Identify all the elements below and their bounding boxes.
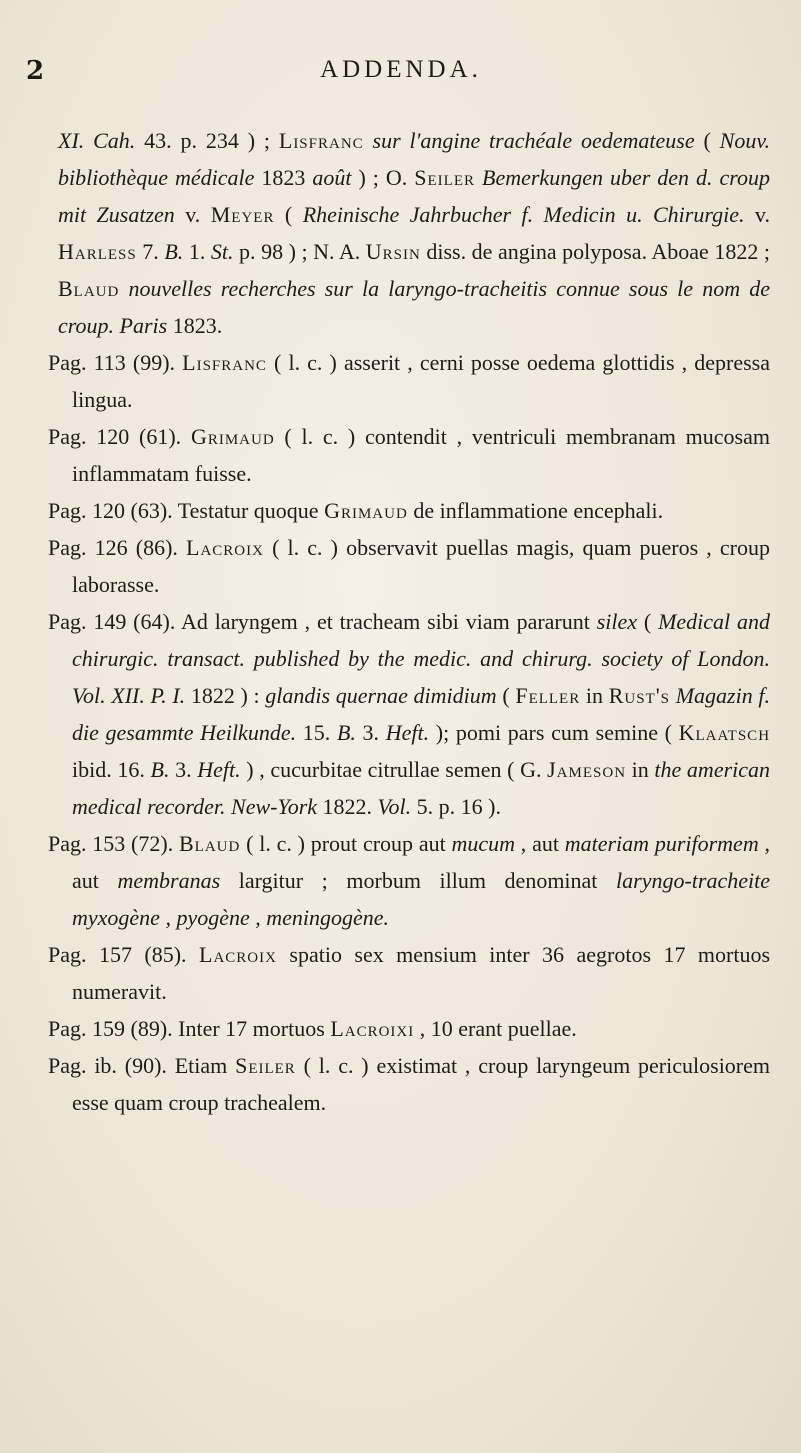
text-run: , aut: [72, 831, 770, 893]
text-run: in: [626, 757, 655, 782]
page-reference: Pag. 120 (61).: [48, 424, 191, 449]
entry-page-note: [48, 1010, 770, 1047]
italic-text: membranas: [117, 868, 221, 893]
italic-text: Heft.: [197, 757, 241, 782]
italic-text: sur l'angine trachéale oedemateuse: [372, 128, 695, 153]
text-run: spatio sex mensium inter 36 aegrotos 17 mortuos numeravit.: [72, 942, 771, 1004]
text-run: 1823: [254, 165, 313, 190]
italic-text: B.: [150, 757, 170, 782]
page-reference: Pag. 159 (89).: [48, 1016, 179, 1041]
author-name: Lisfranc: [278, 128, 364, 153]
italic-text: the american medical recorder. New-York: [72, 757, 771, 819]
page-reference: Pag. 120 (63).: [48, 498, 178, 523]
page-reference: Pag. 149 (64).: [48, 609, 181, 634]
text-run: 1822.: [317, 794, 378, 819]
italic-text: laryngo-tracheite myxogène , pyogène , meningogène.: [72, 868, 770, 930]
text-run: 15.: [296, 720, 337, 745]
italic-text: B.: [164, 239, 184, 264]
text-run: ); pomi pars cum semine (: [429, 720, 679, 745]
author-name: Seiler: [235, 1053, 296, 1078]
italic-text: St.: [210, 239, 234, 264]
italic-text: glandis quernae dimidium: [265, 683, 497, 708]
text-run: p. 98 ) ; N. A.: [233, 239, 366, 264]
text-run: Ad laryngem , et tracheam sibi viam pararunt: [180, 609, 597, 634]
entry-page-note: [48, 825, 770, 936]
italic-text: materiam puriformem: [564, 831, 759, 856]
text-run: diss. de angina polyposa. Aboae 1822 ;: [420, 239, 770, 264]
page-reference: Pag. 157 (85).: [48, 942, 199, 967]
text-run: [475, 165, 482, 190]
text-run: Inter 17 mortuos: [178, 1016, 331, 1041]
text-run: ( l. c. ) prout croup aut: [240, 831, 452, 856]
author-name: Lisfranc: [182, 350, 267, 375]
author-name: Grimaud: [324, 498, 408, 523]
italic-text: mucum: [451, 831, 516, 856]
text-run: ( l. c. ) existimat , croup laryngeum periculosiorem esse quam croup trachealem.: [72, 1053, 771, 1115]
text-run: , 10 erant puellae.: [414, 1016, 577, 1041]
italic-text: août: [312, 165, 352, 190]
italic-text: silex: [596, 609, 638, 634]
text-run: v.: [174, 202, 211, 227]
italic-text: Rheinische Jahrbucher f. Medicin u. Chirurgie.: [302, 202, 745, 227]
text-run: de inflammatione encephali.: [407, 498, 664, 523]
entry-page-note: [48, 492, 770, 529]
author-name: Klaatsch: [678, 720, 771, 745]
italic-text: Magazin f. die gesammte Heilkunde.: [72, 683, 770, 745]
page-reference: Pag. 113 (99).: [48, 350, 183, 375]
entry-intro: [48, 122, 770, 344]
text-run: (: [274, 202, 303, 227]
text-run: 5. p. 16 ).: [411, 794, 501, 819]
text-run: ) , cucurbitae citrullae semen ( G.: [240, 757, 548, 782]
running-head: [26, 56, 776, 96]
text-run: 1823.: [167, 313, 223, 338]
text-run: ) ; O.: [351, 165, 415, 190]
text-run: 7.: [136, 239, 165, 264]
text-run: 1822 ) :: [185, 683, 266, 708]
text-run: 3.: [169, 757, 198, 782]
author-name: Ursin: [365, 239, 421, 264]
author-name: Jameson: [547, 757, 627, 782]
italic-text: nouvelles recherches sur la laryngo-tracheitis connue sous le nom de croup. Paris: [58, 276, 770, 338]
text-run: largitur ; morbum illum denominat: [220, 868, 617, 893]
text-run: 1.: [183, 239, 211, 264]
author-name: Blaud: [178, 831, 241, 856]
entry-page-note: [48, 344, 770, 418]
text-run: Testatur quoque: [177, 498, 325, 523]
italic-text: Medical and chirurgic. transact. published by the medic. and chirurg. society of London. Vol. XII. P. I.: [72, 609, 770, 708]
running-title: ADDENDA.: [320, 56, 482, 83]
author-name: Rust's: [608, 683, 671, 708]
body-text: [48, 122, 770, 1121]
text-run: 3.: [355, 720, 386, 745]
entry-page-note: [48, 603, 770, 825]
entry-page-note: [48, 1047, 770, 1121]
author-name: Lacroix: [199, 942, 277, 967]
author-name: Seiler: [414, 165, 476, 190]
italic-text: B.: [336, 720, 356, 745]
author-name: Harless: [58, 239, 137, 264]
author-name: Grimaud: [190, 424, 275, 449]
text-run: in: [580, 683, 609, 708]
page-reference: Pag. 153 (72).: [48, 831, 179, 856]
text-run: [364, 128, 373, 153]
text-run: ( l. c. ) contendit , ventriculi membranam mucosam inflammatam fuisse.: [72, 424, 770, 486]
author-name: Feller: [515, 683, 581, 708]
text-run: ( l. c. ) asserit , cerni posse oedema glottidis , depressa lingua.: [72, 350, 770, 412]
entry-page-note: [48, 418, 770, 492]
author-name: Blaud: [58, 276, 120, 301]
text-run: Etiam: [174, 1053, 236, 1078]
italic-text: Nouv. bibliothèque médicale: [58, 128, 770, 190]
text-run: , aut: [515, 831, 565, 856]
italic-text: Vol.: [377, 794, 412, 819]
text-run: (: [637, 609, 659, 634]
text-run: v.: [744, 202, 770, 227]
author-name: Lacroix: [186, 535, 264, 560]
text-run: ( l. c. ) observavit puellas magis, quam pueros , croup laborasse.: [72, 535, 770, 597]
italic-text: Heft.: [385, 720, 430, 745]
italic-text: XI. Cah.: [58, 128, 136, 153]
text-run: (: [694, 128, 720, 153]
page-reference: Pag. ib. (90).: [48, 1053, 175, 1078]
text-run: ibid. 16.: [72, 757, 151, 782]
page-reference: Pag. 126 (86).: [48, 535, 187, 560]
entry-page-note: [48, 529, 770, 603]
page-number: 2: [26, 56, 45, 86]
entry-page-note: [48, 936, 770, 1010]
author-name: Lacroixi: [330, 1016, 415, 1041]
author-name: Meyer: [210, 202, 275, 227]
text-run: (: [496, 683, 516, 708]
italic-text: Bemerkungen uber den d. croup mit Zusatzen: [58, 165, 771, 227]
text-run: 43. p. 234 ) ;: [135, 128, 279, 153]
